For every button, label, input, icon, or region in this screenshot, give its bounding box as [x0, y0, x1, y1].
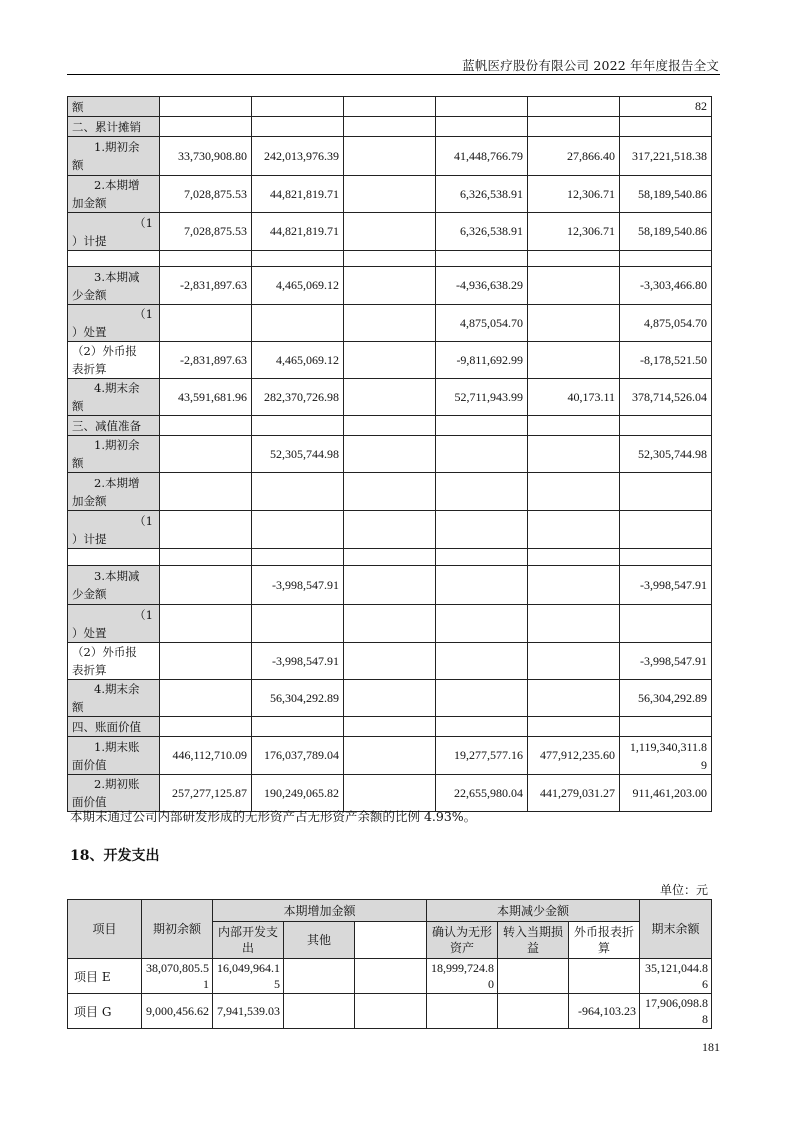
page-number: 181 [702, 1040, 720, 1054]
value-cell: 4,875,054.70 [436, 305, 528, 342]
row-label-line1: 1.期初余 [94, 140, 140, 154]
value-cell: -2,831,897.63 [160, 342, 252, 379]
table-row [68, 379, 712, 416]
value-cell [344, 473, 436, 511]
value-cell [436, 643, 528, 680]
value-cell: -9,811,692.99 [436, 342, 528, 379]
value-cell: 58,189,540.86 [620, 176, 712, 213]
value-cell [252, 717, 344, 737]
header-item: 项目 [68, 900, 142, 959]
header-fx-translation: 外币报表折算 [569, 922, 640, 959]
value-cell: 242,013,976.39 [252, 137, 344, 176]
table-row [68, 680, 712, 717]
value-cell [620, 549, 712, 566]
row-label [68, 305, 160, 342]
row-label [68, 251, 160, 267]
value-cell [528, 605, 620, 643]
value-cell [528, 643, 620, 680]
header-closing-balance: 期末余额 [640, 900, 712, 959]
table-row [68, 511, 712, 549]
value-cell: 7,028,875.53 [160, 213, 252, 251]
value-cell: -3,998,547.91 [252, 566, 344, 605]
value-cell [160, 605, 252, 643]
value-cell: 190,249,065.82 [252, 775, 344, 812]
cell-closing: 35,121,044.86 [640, 959, 712, 994]
value-cell [344, 305, 436, 342]
row-label-line1: （1 [134, 513, 153, 528]
row-label [68, 643, 160, 680]
value-cell [528, 511, 620, 549]
value-cell: -4,936,638.29 [436, 267, 528, 305]
value-cell [160, 97, 252, 117]
value-cell [528, 473, 620, 511]
value-cell [436, 605, 528, 643]
value-cell: 7,028,875.53 [160, 176, 252, 213]
value-cell: 446,112,710.09 [160, 737, 252, 775]
row-label-line1: （2）外币报 [72, 344, 137, 358]
row-label [68, 176, 160, 213]
row-label [68, 342, 160, 379]
value-cell [160, 416, 252, 436]
value-cell: 27,866.40 [528, 137, 620, 176]
value-cell [344, 342, 436, 379]
table-row [68, 342, 712, 379]
value-cell [620, 605, 712, 643]
cell-to-intangible [427, 994, 498, 1029]
rd-ratio-note: 本期末通过公司内部研发形成的无形资产占无形资产余额的比例 4.93%。 [70, 809, 477, 824]
value-cell [160, 436, 252, 473]
table-row [68, 251, 712, 267]
value-cell: 6,326,538.91 [436, 176, 528, 213]
row-label [68, 137, 160, 176]
cell-internal-dev: 16,049,964.15 [213, 959, 284, 994]
row-label-line2: 少金额 [72, 587, 107, 601]
row-label [68, 267, 160, 305]
row-label [68, 775, 160, 812]
value-cell: 317,221,518.38 [620, 137, 712, 176]
value-cell: 176,037,789.04 [252, 737, 344, 775]
value-cell: 12,306.71 [528, 213, 620, 251]
value-cell: 22,655,980.04 [436, 775, 528, 812]
value-cell [344, 643, 436, 680]
header-internal-dev: 内部开发支出 [213, 922, 284, 959]
value-cell [528, 680, 620, 717]
value-cell: 33,730,908.80 [160, 137, 252, 176]
row-label-line2: 少金额 [72, 287, 107, 302]
value-cell [344, 267, 436, 305]
row-label: 额 [68, 97, 160, 117]
value-cell [160, 680, 252, 717]
cell-opening: 38,070,805.51 [142, 959, 213, 994]
row-item: 项目 E [68, 959, 142, 994]
table-row [68, 117, 712, 137]
value-cell: 441,279,031.27 [528, 775, 620, 812]
value-cell [528, 549, 620, 566]
value-cell [344, 379, 436, 416]
value-cell [344, 416, 436, 436]
row-label: 三、减值准备 [68, 416, 160, 436]
value-cell [436, 511, 528, 549]
header-blank [355, 922, 427, 959]
row-label: 四、账面价值 [68, 717, 160, 737]
row-label-line1: 4.期末余 [94, 381, 140, 395]
value-cell: 378,714,526.04 [620, 379, 712, 416]
value-cell [620, 511, 712, 549]
table-row [68, 994, 712, 1029]
value-cell: 257,277,125.87 [160, 775, 252, 812]
intangible-assets-table-body [68, 97, 712, 812]
value-cell [344, 566, 436, 605]
value-cell [160, 251, 252, 267]
value-cell [436, 549, 528, 566]
value-cell: 52,711,943.99 [436, 379, 528, 416]
row-label-line1: （1 [134, 215, 153, 230]
value-cell [344, 213, 436, 251]
value-cell: 19,277,577.16 [436, 737, 528, 775]
value-cell [160, 511, 252, 549]
table-row [68, 775, 712, 812]
value-cell [160, 717, 252, 737]
value-cell [620, 717, 712, 737]
row-label-line2: 面价值 [72, 757, 107, 772]
value-cell: 911,461,203.00 [620, 775, 712, 812]
value-cell: 56,304,292.89 [252, 680, 344, 717]
header-divider [67, 74, 720, 75]
value-cell [160, 305, 252, 342]
value-cell: 4,875,054.70 [620, 305, 712, 342]
table-row [68, 97, 712, 117]
table-row [68, 605, 712, 643]
value-cell [436, 416, 528, 436]
table-row [68, 473, 712, 511]
cell-closing: 17,906,098.88 [640, 994, 712, 1029]
value-cell [436, 566, 528, 605]
value-cell [528, 267, 620, 305]
table-row [68, 305, 712, 342]
value-cell [528, 97, 620, 117]
cell-opening: 9,000,456.62 [142, 994, 213, 1029]
value-cell [436, 680, 528, 717]
row-label [68, 473, 160, 511]
value-cell: 282,370,726.98 [252, 379, 344, 416]
row-label-line2: ）处置 [72, 325, 107, 339]
value-cell: 12,306.71 [528, 176, 620, 213]
row-label-line2: 额 [72, 456, 84, 470]
value-cell: 41,448,766.79 [436, 137, 528, 176]
value-cell [344, 176, 436, 213]
value-cell [344, 549, 436, 566]
report-header-title: 蓝帆医疗股份有限公司 2022 年年度报告全文 [462, 58, 719, 73]
value-cell [344, 717, 436, 737]
value-cell [436, 97, 528, 117]
value-cell: 56,304,292.89 [620, 680, 712, 717]
value-cell [160, 117, 252, 137]
value-cell [620, 473, 712, 511]
row-label-line1: 3.本期减 [94, 269, 140, 284]
row-label-line2: 额 [72, 700, 84, 714]
row-label-line1: （1 [134, 607, 153, 622]
intangible-assets-table [67, 96, 712, 812]
row-label-line2: 额 [72, 399, 84, 413]
table-row [68, 549, 712, 566]
cell-to-pl [498, 994, 569, 1029]
value-cell: -8,178,521.50 [620, 342, 712, 379]
value-cell [252, 305, 344, 342]
value-cell: 6,326,538.91 [436, 213, 528, 251]
table-row [68, 959, 712, 994]
header-increase-group: 本期增加金额 [213, 900, 427, 922]
header-decrease-group: 本期减少金额 [427, 900, 640, 922]
row-label-line1: 3.本期减 [94, 569, 140, 583]
value-cell [528, 251, 620, 267]
row-label [68, 605, 160, 643]
row-label-line2: 面价值 [72, 795, 107, 809]
value-cell: 477,912,235.60 [528, 737, 620, 775]
value-cell [160, 643, 252, 680]
value-cell [528, 342, 620, 379]
value-cell: 1,119,340,311.89 [620, 737, 712, 775]
row-label [68, 680, 160, 717]
table-row [68, 267, 712, 305]
value-cell [528, 436, 620, 473]
row-label [68, 436, 160, 473]
row-label: 二、累计摊销 [68, 117, 160, 137]
header-other: 其他 [284, 922, 355, 959]
value-cell [344, 680, 436, 717]
value-cell [344, 605, 436, 643]
value-cell [160, 549, 252, 566]
cell-to-pl [498, 959, 569, 994]
value-cell [344, 97, 436, 117]
row-label-line1: 2.本期增 [94, 475, 140, 490]
value-cell [436, 473, 528, 511]
value-cell [528, 117, 620, 137]
row-label-line2: ）计提 [72, 531, 107, 546]
row-label-line1: 4.期末余 [94, 682, 140, 696]
value-cell: -3,998,547.91 [252, 643, 344, 680]
table-row [68, 137, 712, 176]
value-cell: -3,998,547.91 [620, 566, 712, 605]
value-cell [344, 511, 436, 549]
value-cell [436, 717, 528, 737]
table-row [68, 416, 712, 436]
row-label-line2: 额 [72, 158, 84, 172]
value-cell: 40,173.11 [528, 379, 620, 416]
cell-other [284, 959, 355, 994]
value-cell [436, 251, 528, 267]
value-cell [528, 305, 620, 342]
value-cell [436, 117, 528, 137]
value-cell [252, 97, 344, 117]
row-label-line2: ）处置 [72, 625, 107, 640]
table-row [68, 176, 712, 213]
value-cell [252, 549, 344, 566]
value-cell [528, 416, 620, 436]
value-cell [620, 251, 712, 267]
value-cell [620, 416, 712, 436]
table-row [68, 566, 712, 605]
row-label [68, 511, 160, 549]
header-opening-balance: 期初余额 [142, 900, 213, 959]
cell-to-intangible: 18,999,724.80 [427, 959, 498, 994]
value-cell [620, 117, 712, 137]
row-label [68, 737, 160, 775]
development-expenditure-table [67, 899, 712, 1029]
value-cell: 4,465,069.12 [252, 267, 344, 305]
value-cell [436, 436, 528, 473]
value-cell: 4,465,069.12 [252, 342, 344, 379]
row-label-line2: 表折算 [72, 362, 107, 376]
row-label-line1: 2.期初账 [94, 777, 140, 791]
section-title: 18、开发支出 [70, 848, 160, 864]
row-item: 项目 G [68, 994, 142, 1029]
header-to-pl: 转入当期损益 [498, 922, 569, 959]
value-cell: 44,821,819.71 [252, 213, 344, 251]
row-label-line1: 1.期初余 [94, 438, 140, 452]
row-label [68, 566, 160, 605]
value-cell [344, 436, 436, 473]
cell-other [284, 994, 355, 1029]
header-to-intangible: 确认为无形资产 [427, 922, 498, 959]
row-label-line2: ）计提 [72, 233, 107, 248]
value-cell [252, 416, 344, 436]
value-cell [252, 251, 344, 267]
value-cell [528, 566, 620, 605]
cell-blank [355, 959, 427, 994]
table-row [68, 643, 712, 680]
value-cell [252, 117, 344, 137]
value-cell [528, 717, 620, 737]
cell-internal-dev: 7,941,539.03 [213, 994, 284, 1029]
value-cell [252, 473, 344, 511]
value-cell: -2,831,897.63 [160, 267, 252, 305]
unit-label: 单位：元 [659, 883, 708, 897]
cell-fx [569, 959, 640, 994]
value-cell [160, 566, 252, 605]
value-cell: 44,821,819.71 [252, 176, 344, 213]
value-cell: -3,998,547.91 [620, 643, 712, 680]
value-cell [252, 511, 344, 549]
table-row [68, 436, 712, 473]
value-cell [344, 775, 436, 812]
row-label-line1: （1 [134, 307, 153, 321]
row-label-line2: 表折算 [72, 663, 107, 677]
value-cell: 52,305,744.98 [252, 436, 344, 473]
row-label-line1: （2）外币报 [72, 645, 137, 659]
row-label [68, 213, 160, 251]
value-cell: 43,591,681.96 [160, 379, 252, 416]
value-cell: 58,189,540.86 [620, 213, 712, 251]
row-label-line2: 加金额 [72, 493, 107, 508]
value-cell: 82 [620, 97, 712, 117]
value-cell: -3,303,466.80 [620, 267, 712, 305]
table-row [68, 737, 712, 775]
value-cell [344, 737, 436, 775]
cell-blank [355, 994, 427, 1029]
table-row [68, 717, 712, 737]
table-row [68, 213, 712, 251]
value-cell [160, 473, 252, 511]
row-label-line1: 1.期末账 [94, 739, 140, 754]
row-label [68, 379, 160, 416]
row-label [68, 549, 160, 566]
cell-fx: -964,103.23 [569, 994, 640, 1029]
row-label-line1: 2.本期增 [94, 178, 140, 192]
value-cell: 52,305,744.98 [620, 436, 712, 473]
value-cell [344, 117, 436, 137]
row-label-line2: 加金额 [72, 196, 107, 210]
value-cell [344, 137, 436, 176]
value-cell [344, 251, 436, 267]
value-cell [252, 605, 344, 643]
